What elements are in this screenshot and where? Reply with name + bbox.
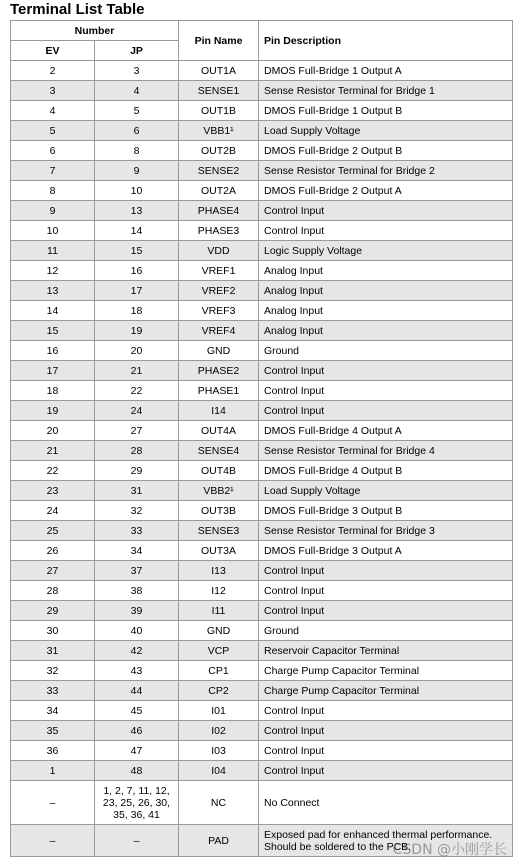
cell-jp: 43 (95, 661, 179, 681)
cell-pin-name: VREF3 (179, 301, 259, 321)
table-row (11, 321, 513, 341)
cell-ev: 2 (11, 61, 95, 81)
cell-ev: 35 (11, 721, 95, 741)
cell-pin-name: VREF1 (179, 261, 259, 281)
cell-pin-name: SENSE4 (179, 441, 259, 461)
table-row (11, 541, 513, 561)
cell-jp: 40 (95, 621, 179, 641)
cell-pin-description: DMOS Full-Bridge 1 Output B (259, 101, 513, 121)
cell-jp: 27 (95, 421, 179, 441)
cell-pin-description: Control Input (259, 201, 513, 221)
cell-jp: 22 (95, 381, 179, 401)
header-jp: JP (95, 41, 179, 61)
cell-pin-description: Logic Supply Voltage (259, 241, 513, 261)
cell-jp: 33 (95, 521, 179, 541)
table-row (11, 581, 513, 601)
cell-pin-description: Control Input (259, 381, 513, 401)
table-header (11, 21, 513, 61)
cell-jp: 13 (95, 201, 179, 221)
table-row (11, 761, 513, 781)
cell-pin-name: OUT2A (179, 181, 259, 201)
table-row (11, 81, 513, 101)
cell-ev: 9 (11, 201, 95, 221)
header-pin-description: Pin Description (259, 21, 513, 61)
cell-jp: 38 (95, 581, 179, 601)
table-row (11, 101, 513, 121)
cell-pin-name: OUT2B (179, 141, 259, 161)
cell-jp: 47 (95, 741, 179, 761)
table-row (11, 281, 513, 301)
table-row (11, 781, 513, 825)
table-row (11, 741, 513, 761)
cell-jp: 1, 2, 7, 11, 12, 23, 25, 26, 30, 35, 36, 41 (95, 781, 179, 825)
table-row (11, 441, 513, 461)
cell-jp: 37 (95, 561, 179, 581)
cell-jp: 6 (95, 121, 179, 141)
cell-pin-name: I13 (179, 561, 259, 581)
cell-pin-name: OUT3B (179, 501, 259, 521)
cell-pin-description: Control Input (259, 761, 513, 781)
cell-jp: 9 (95, 161, 179, 181)
cell-pin-description: Control Input (259, 581, 513, 601)
table-row (11, 261, 513, 281)
cell-jp: 4 (95, 81, 179, 101)
cell-jp: 10 (95, 181, 179, 201)
cell-pin-name: VREF4 (179, 321, 259, 341)
cell-pin-description: Control Input (259, 701, 513, 721)
cell-pin-name: SENSE3 (179, 521, 259, 541)
cell-pin-description: DMOS Full-Bridge 1 Output A (259, 61, 513, 81)
cell-jp: 46 (95, 721, 179, 741)
cell-pin-name: PHASE4 (179, 201, 259, 221)
table-row (11, 121, 513, 141)
cell-ev: 5 (11, 121, 95, 141)
cell-pin-description: Control Input (259, 361, 513, 381)
table-row (11, 621, 513, 641)
cell-jp: 34 (95, 541, 179, 561)
cell-pin-description: No Connect (259, 781, 513, 825)
cell-pin-name: VREF2 (179, 281, 259, 301)
cell-ev: 8 (11, 181, 95, 201)
cell-jp: 31 (95, 481, 179, 501)
cell-jp: 8 (95, 141, 179, 161)
cell-pin-name: SENSE2 (179, 161, 259, 181)
cell-ev: 23 (11, 481, 95, 501)
watermark: CSDN @小刚学长 (392, 842, 507, 858)
cell-pin-description: Analog Input (259, 261, 513, 281)
cell-pin-name: I11 (179, 601, 259, 621)
table-row (11, 141, 513, 161)
cell-jp: – (95, 825, 179, 857)
cell-jp: 19 (95, 321, 179, 341)
cell-jp: 3 (95, 61, 179, 81)
table-row (11, 361, 513, 381)
cell-pin-name: VCP (179, 641, 259, 661)
cell-ev: 10 (11, 221, 95, 241)
cell-jp: 24 (95, 401, 179, 421)
table-row (11, 201, 513, 221)
cell-pin-description: Control Input (259, 741, 513, 761)
cell-jp: 48 (95, 761, 179, 781)
cell-ev: 27 (11, 561, 95, 581)
cell-ev: 33 (11, 681, 95, 701)
table-row (11, 61, 513, 81)
table-row (11, 661, 513, 681)
cell-ev: 36 (11, 741, 95, 761)
cell-pin-name: GND (179, 621, 259, 641)
cell-pin-description: DMOS Full-Bridge 3 Output B (259, 501, 513, 521)
cell-ev: 29 (11, 601, 95, 621)
cell-jp: 42 (95, 641, 179, 661)
cell-ev: 14 (11, 301, 95, 321)
cell-pin-description: DMOS Full-Bridge 2 Output A (259, 181, 513, 201)
table-row (11, 421, 513, 441)
cell-jp: 5 (95, 101, 179, 121)
page-title: Terminal List Table (10, 1, 145, 18)
cell-pin-description: Ground (259, 341, 513, 361)
terminal-list-table (10, 20, 513, 857)
cell-pin-description: Charge Pump Capacitor Terminal (259, 681, 513, 701)
cell-jp: 29 (95, 461, 179, 481)
cell-ev: 11 (11, 241, 95, 261)
cell-pin-description: Control Input (259, 721, 513, 741)
cell-pin-description: Sense Resistor Terminal for Bridge 3 (259, 521, 513, 541)
cell-pin-description: Control Input (259, 401, 513, 421)
cell-ev: 31 (11, 641, 95, 661)
cell-pin-name: OUT1A (179, 61, 259, 81)
cell-pin-description: Charge Pump Capacitor Terminal (259, 661, 513, 681)
table-row (11, 221, 513, 241)
cell-jp: 15 (95, 241, 179, 261)
cell-ev: 12 (11, 261, 95, 281)
cell-ev: 28 (11, 581, 95, 601)
cell-pin-name: GND (179, 341, 259, 361)
cell-pin-name: OUT4A (179, 421, 259, 441)
cell-ev: 4 (11, 101, 95, 121)
cell-pin-description: Analog Input (259, 321, 513, 341)
cell-pin-description: DMOS Full-Bridge 3 Output A (259, 541, 513, 561)
cell-pin-name: VDD (179, 241, 259, 261)
cell-pin-description: Ground (259, 621, 513, 641)
cell-pin-name: PHASE1 (179, 381, 259, 401)
cell-ev: 17 (11, 361, 95, 381)
cell-pin-name: CP1 (179, 661, 259, 681)
cell-jp: 45 (95, 701, 179, 721)
cell-pin-name: CP2 (179, 681, 259, 701)
cell-jp: 39 (95, 601, 179, 621)
cell-pin-name: OUT1B (179, 101, 259, 121)
table-row (11, 521, 513, 541)
cell-ev: 19 (11, 401, 95, 421)
cell-ev: 30 (11, 621, 95, 641)
cell-ev: 20 (11, 421, 95, 441)
cell-pin-name: PHASE2 (179, 361, 259, 381)
cell-pin-name: I04 (179, 761, 259, 781)
table-row (11, 161, 513, 181)
table-row (11, 301, 513, 321)
cell-pin-description: DMOS Full-Bridge 4 Output B (259, 461, 513, 481)
table-row (11, 701, 513, 721)
cell-pin-description: Exposed pad for enhanced thermal performance. Should be soldered to the PCB. (259, 825, 513, 857)
cell-pin-description: Sense Resistor Terminal for Bridge 1 (259, 81, 513, 101)
table-row (11, 601, 513, 621)
cell-pin-description: Control Input (259, 221, 513, 241)
cell-pin-name: SENSE1 (179, 81, 259, 101)
cell-jp: 17 (95, 281, 179, 301)
cell-pin-name: VBB2¹ (179, 481, 259, 501)
cell-pin-name: I03 (179, 741, 259, 761)
table-row (11, 401, 513, 421)
cell-ev: – (11, 825, 95, 857)
cell-ev: 16 (11, 341, 95, 361)
cell-pin-name: PAD (179, 825, 259, 857)
cell-pin-description: Analog Input (259, 281, 513, 301)
table-row (11, 721, 513, 741)
cell-pin-name: OUT3A (179, 541, 259, 561)
cell-ev: 24 (11, 501, 95, 521)
cell-pin-description: Control Input (259, 601, 513, 621)
cell-ev: 6 (11, 141, 95, 161)
cell-pin-description: Sense Resistor Terminal for Bridge 4 (259, 441, 513, 461)
cell-ev: 15 (11, 321, 95, 341)
table-row (11, 501, 513, 521)
header-row-top (11, 21, 513, 41)
table-row (11, 241, 513, 261)
cell-ev: 21 (11, 441, 95, 461)
cell-pin-description: DMOS Full-Bridge 2 Output B (259, 141, 513, 161)
cell-pin-name: I14 (179, 401, 259, 421)
table-row (11, 341, 513, 361)
cell-ev: 13 (11, 281, 95, 301)
table-row (11, 461, 513, 481)
cell-pin-description: Load Supply Voltage (259, 481, 513, 501)
table-row (11, 381, 513, 401)
cell-ev: 25 (11, 521, 95, 541)
table-body (11, 61, 513, 857)
cell-jp: 32 (95, 501, 179, 521)
cell-pin-description: Sense Resistor Terminal for Bridge 2 (259, 161, 513, 181)
header-pin-name: Pin Name (179, 21, 259, 61)
table-row (11, 481, 513, 501)
cell-ev: 34 (11, 701, 95, 721)
cell-jp: 44 (95, 681, 179, 701)
cell-pin-description: Analog Input (259, 301, 513, 321)
cell-pin-description: Control Input (259, 561, 513, 581)
cell-jp: 20 (95, 341, 179, 361)
table-row (11, 181, 513, 201)
cell-pin-name: I12 (179, 581, 259, 601)
cell-pin-description: DMOS Full-Bridge 4 Output A (259, 421, 513, 441)
cell-jp: 28 (95, 441, 179, 461)
cell-ev: 22 (11, 461, 95, 481)
table-row (11, 561, 513, 581)
cell-ev: 18 (11, 381, 95, 401)
cell-jp: 16 (95, 261, 179, 281)
cell-ev: 26 (11, 541, 95, 561)
cell-pin-name: I02 (179, 721, 259, 741)
header-number: Number (11, 21, 179, 41)
table-row (11, 681, 513, 701)
cell-pin-name: PHASE3 (179, 221, 259, 241)
cell-ev: 3 (11, 81, 95, 101)
cell-pin-name: I01 (179, 701, 259, 721)
cell-pin-name: NC (179, 781, 259, 825)
cell-jp: 18 (95, 301, 179, 321)
cell-ev: 1 (11, 761, 95, 781)
cell-ev: 32 (11, 661, 95, 681)
cell-pin-name: OUT4B (179, 461, 259, 481)
cell-jp: 14 (95, 221, 179, 241)
table-row (11, 641, 513, 661)
cell-pin-description: Reservoir Capacitor Terminal (259, 641, 513, 661)
cell-jp: 21 (95, 361, 179, 381)
cell-ev: 7 (11, 161, 95, 181)
header-ev: EV (11, 41, 95, 61)
cell-pin-description: Load Supply Voltage (259, 121, 513, 141)
cell-ev: – (11, 781, 95, 825)
cell-pin-name: VBB1¹ (179, 121, 259, 141)
